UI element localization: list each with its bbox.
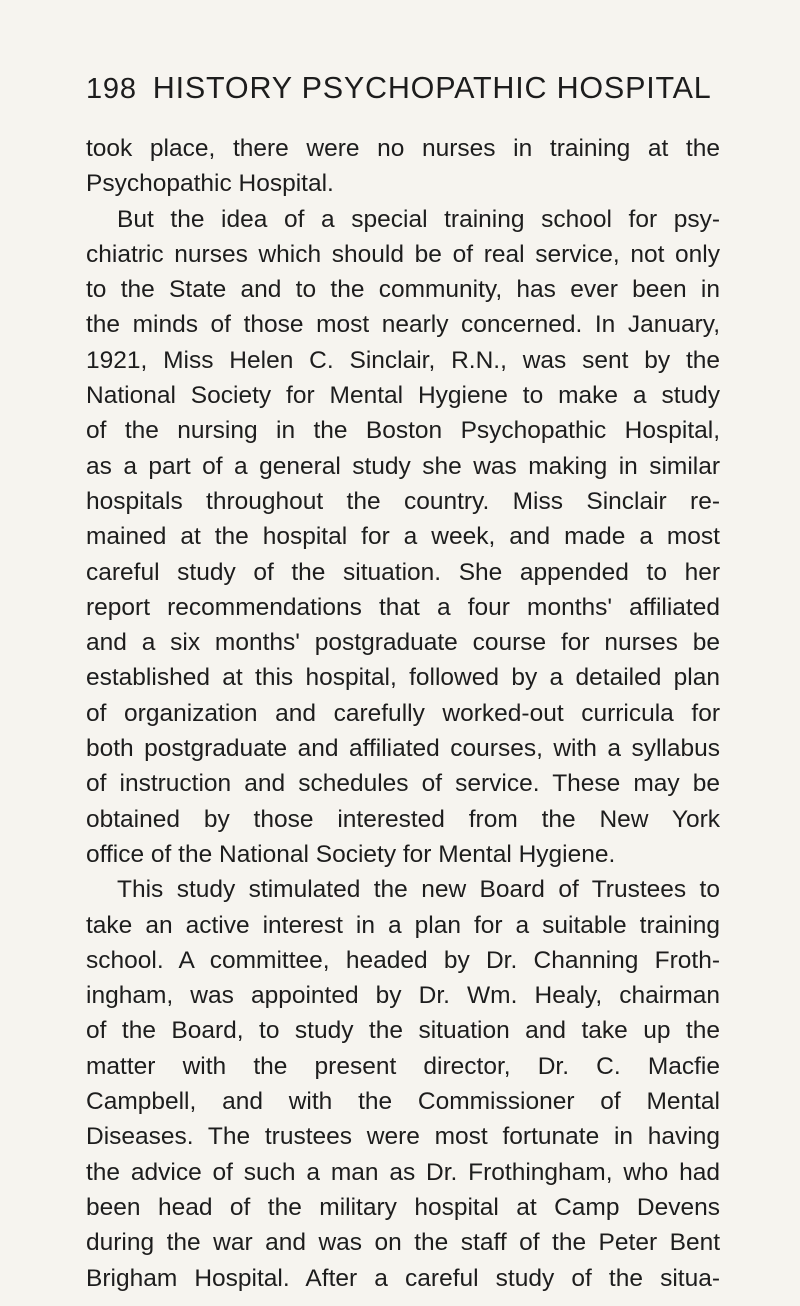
text-line: hospitals throughout the country. Miss Sinclair re-	[86, 487, 720, 515]
text-line: report recommendations that a four months' affiliated	[86, 593, 720, 621]
text-line: took place, there were no nurses in training at the	[86, 135, 720, 162]
text-line: National Society for Mental Hygiene to make a study	[86, 382, 720, 410]
text-line: take an active interest in a plan for a suitable training	[86, 911, 720, 939]
running-title: HISTORY PSYCHOPATHIC HOSPITAL	[152, 71, 712, 105]
text-line: ingham, was appointed by Dr. Wm. Healy, chairman	[86, 982, 720, 1010]
text-line: Psychopathic Hospital.	[86, 170, 334, 198]
text-line: and a six months' postgraduate course for nurses be	[86, 629, 720, 657]
text-line: mained at the hospital for a week, and made a most	[86, 523, 720, 551]
text-line: been head of the military hospital at Camp Devens	[86, 1193, 720, 1221]
text-line: of the nursing in the Boston Psychopathic Hospital,	[86, 417, 720, 445]
text-line: of organization and carefully worked-out curricula for	[86, 699, 720, 727]
text-line: But the idea of a special training school for psy-	[117, 205, 720, 233]
text-line: both postgraduate and affiliated courses, with a syllabus	[86, 735, 720, 763]
text-line: matter with the present director, Dr. C. Macfie	[86, 1052, 720, 1080]
text-line: to the State and to the community, has ever been in	[86, 276, 720, 304]
text-line: of the Board, to study the situation and take up the	[86, 1017, 720, 1045]
text-line: obtained by those interested from the New York	[86, 805, 720, 833]
text-line: chiatric nurses which should be of real service, not only	[86, 240, 720, 268]
text-line: as a part of a general study she was making in similar	[86, 452, 720, 480]
text-line: during the war and was on the staff of the Peter Bent	[86, 1229, 720, 1257]
text-line: of instruction and schedules of service. These may be	[86, 770, 720, 798]
text-line: careful study of the situation. She appended to her	[86, 558, 720, 586]
text-line: school. A committee, headed by Dr. Channing Froth-	[86, 946, 720, 974]
text-line: Campbell, and with the Commissioner of Mental	[86, 1088, 720, 1116]
page-number: 198	[86, 73, 137, 105]
text-line: 1921, Miss Helen C. Sinclair, R.N., was sent by the	[86, 346, 720, 374]
running-header	[86, 71, 716, 115]
text-line: Diseases. The trustees were most fortunate in having	[86, 1123, 720, 1151]
text-line: office of the National Society for Mental Hygiene.	[86, 840, 616, 868]
text-line: the minds of those most nearly concerned. In January,	[86, 311, 720, 339]
text-line: Brigham Hospital. After a careful study of the situa-	[86, 1264, 720, 1292]
text-line: the advice of such a man as Dr. Frothingham, who had	[86, 1158, 720, 1186]
text-line: This study stimulated the new Board of Trustees to	[117, 876, 720, 904]
body-text	[86, 131, 720, 1296]
text-line: established at this hospital, followed by a detailed plan	[86, 664, 720, 692]
